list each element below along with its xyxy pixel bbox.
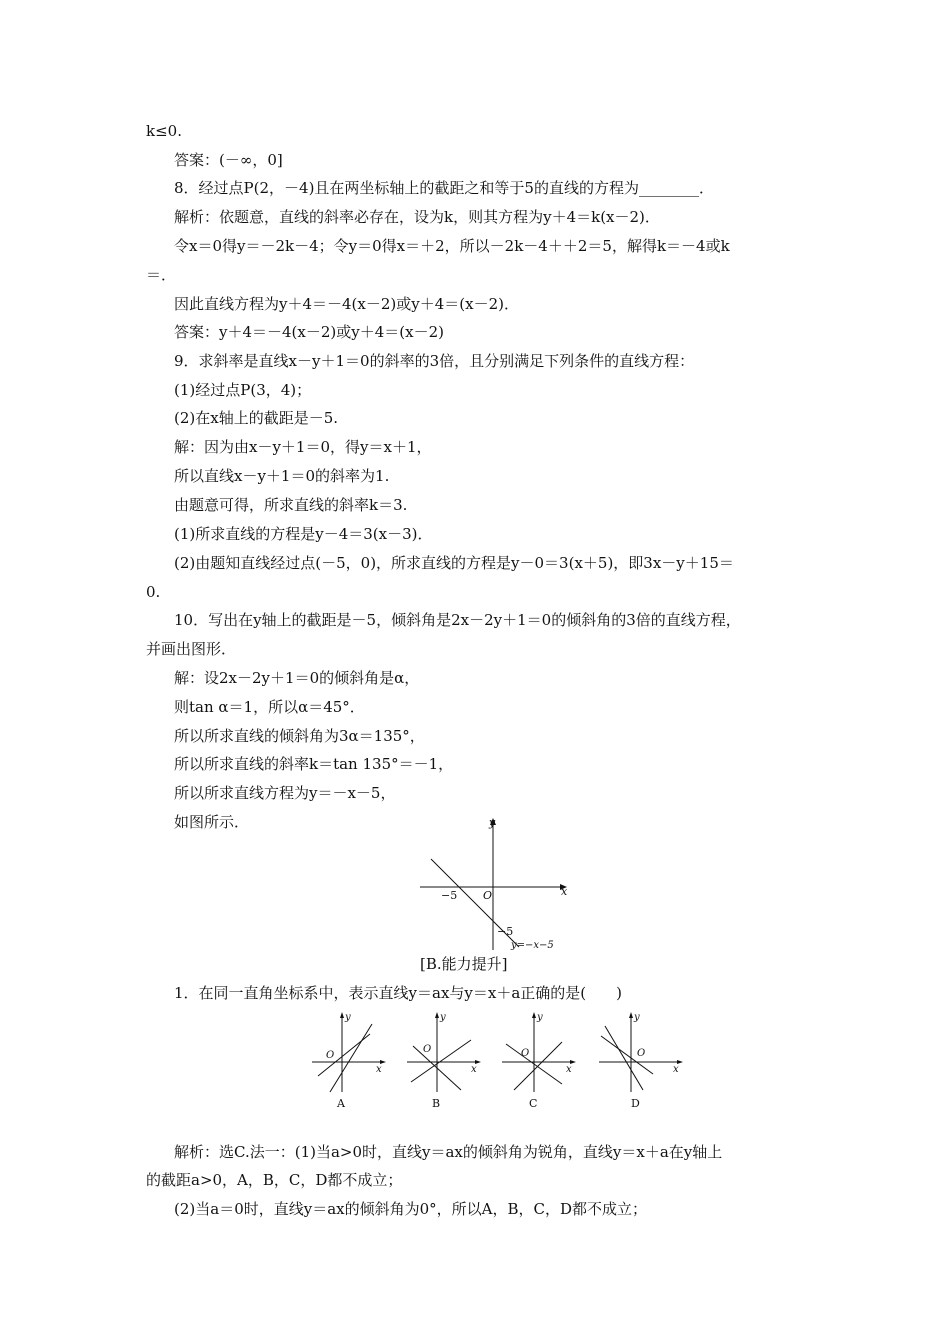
y-axis-arrow bbox=[435, 1012, 439, 1018]
text-line: 8．经过点P(2，－4)且在两坐标轴上的截距之和等于5的直线的方程为________． bbox=[174, 179, 714, 197]
x-axis-label: x bbox=[673, 1064, 679, 1075]
option-d-svg bbox=[597, 1010, 687, 1110]
y-axis-label: y bbox=[440, 1012, 446, 1023]
text-line: 所以所求直线方程为y＝－x－5， bbox=[174, 784, 396, 802]
text-line: 0. bbox=[146, 583, 161, 601]
coordinate-plane bbox=[415, 815, 575, 955]
x-axis-label: x bbox=[471, 1064, 477, 1075]
y-axis-arrow bbox=[340, 1012, 344, 1018]
y-axis-label: y bbox=[345, 1012, 351, 1023]
x-axis-label: x bbox=[376, 1064, 382, 1075]
x-tick-label: −5 bbox=[441, 889, 458, 902]
text-line: 9．求斜率是直线x－y＋1＝0的斜率的3倍，且分别满足下列条件的直线方程： bbox=[174, 352, 695, 370]
origin-label: O bbox=[483, 889, 493, 902]
question-text: 1．在同一直角坐标系中，表示直线y＝ax与y＝x＋a正确的是( ) bbox=[174, 984, 623, 1002]
origin-label: O bbox=[326, 1050, 335, 1061]
y-axis-label: y bbox=[489, 816, 496, 829]
text-line: 并画出图形． bbox=[146, 640, 237, 658]
text-line: 令x＝0得y＝－2k－4；令y＝0得x＝＋2，所以－2k－4＋＋2＝5，解得k＝－4或k bbox=[174, 237, 730, 255]
text-line: 答案：(－∞，0] bbox=[174, 151, 283, 169]
y-axis-label: y bbox=[537, 1012, 543, 1023]
text-line: (2)当a＝0时，直线y＝ax的倾斜角为0°，所以A，B，C，D都不成立； bbox=[174, 1200, 648, 1218]
x-axis-label: x bbox=[566, 1064, 572, 1075]
option-a-graph bbox=[310, 1010, 390, 1110]
text-line: 所以所求直线的斜率k＝tan 135°＝－1， bbox=[174, 755, 454, 773]
text-line: 所以所求直线的倾斜角为3α＝135°， bbox=[174, 727, 425, 745]
text-line: ＝． bbox=[146, 266, 177, 284]
option-c-svg bbox=[500, 1010, 580, 1110]
text-line: 因此直线方程为y＋4＝－4(x－2)或y＋4＝(x－2)． bbox=[174, 295, 519, 313]
text-line: 解：设2x－2y＋1＝0的倾斜角是α， bbox=[174, 669, 420, 687]
origin-label: O bbox=[637, 1048, 646, 1059]
option-label: A bbox=[337, 1097, 345, 1110]
x-axis-label: x bbox=[561, 885, 568, 898]
y-axis-arrow bbox=[629, 1012, 633, 1018]
option-b-svg bbox=[405, 1010, 485, 1110]
text-line: 的截距a>0，A，B，C，D都不成立； bbox=[146, 1171, 403, 1189]
section-heading: [B.能力提升] bbox=[420, 955, 508, 973]
text-line: 答案：y＋4＝－4(x－2)或y＋4＝(x－2) bbox=[174, 323, 444, 341]
text-line: 解析：选C.法一：(1)当a>0时，直线y＝ax的倾斜角为锐角，直线y＝x＋a在y轴上 bbox=[174, 1143, 723, 1161]
text-line: (1)经过点P(3，4)； bbox=[174, 381, 312, 399]
origin-label: O bbox=[521, 1048, 530, 1059]
text-line: 所以直线x－y＋1＝0的斜率为1. bbox=[174, 467, 390, 485]
option-label: C bbox=[529, 1097, 538, 1110]
y-axis-label: y bbox=[634, 1012, 640, 1023]
text-line: 由题意可得，所求直线的斜率k＝3. bbox=[174, 496, 408, 514]
option-a-svg bbox=[310, 1010, 390, 1110]
y-axis-arrow bbox=[532, 1012, 536, 1018]
option-label: B bbox=[432, 1097, 441, 1110]
text-line: (2)由题知直线经过点(－5，0)，所求直线的方程是y－0＝3(x＋5)，即3x－y＋15＝ bbox=[174, 554, 734, 572]
option-c-graph bbox=[500, 1010, 580, 1110]
text-line: 则tan α＝1，所以α＝45°． bbox=[174, 698, 365, 716]
line-1 bbox=[411, 1040, 471, 1082]
line-2 bbox=[330, 1024, 372, 1092]
text-line: (2)在x轴上的截距是－5. bbox=[174, 409, 339, 427]
text-line: 解析：依题意，直线的斜率必存在，设为k，则其方程为y＋4＝k(x－2)． bbox=[174, 208, 660, 226]
text-line: k≤0. bbox=[146, 122, 182, 140]
text-line: 解：因为由x－y＋1＝0，得y＝x＋1， bbox=[174, 438, 432, 456]
line-graph-figure bbox=[415, 815, 575, 955]
text-line: 10．写出在y轴上的截距是－5，倾斜角是2x－2y＋1＝0的倾斜角的3倍的直线方程， bbox=[174, 611, 741, 629]
option-label: D bbox=[631, 1097, 640, 1110]
origin-label: O bbox=[423, 1044, 432, 1055]
option-b-graph bbox=[405, 1010, 485, 1110]
text-line: (1)所求直线的方程是y－4＝3(x－3)． bbox=[174, 525, 433, 543]
line-equation-label: y=−x−5 bbox=[511, 940, 554, 951]
option-d-graph bbox=[597, 1010, 687, 1110]
y-tick-label: −5 bbox=[497, 925, 514, 938]
text-line: 如图所示． bbox=[174, 813, 250, 831]
